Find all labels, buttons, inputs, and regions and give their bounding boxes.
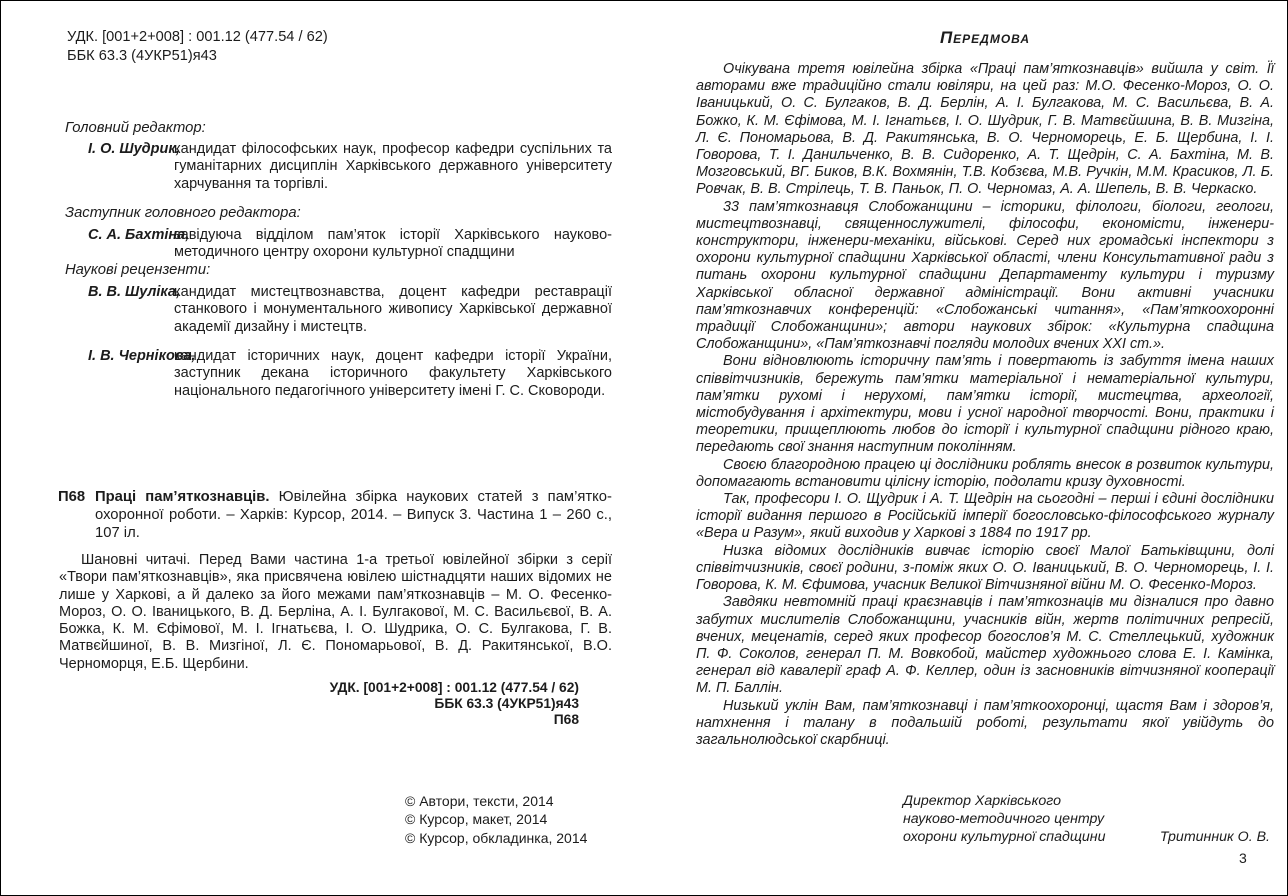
catalog-text [95, 488, 612, 543]
udc-codes-bottom [301, 680, 579, 727]
preface-paragraph: Очікувана третя ювілейна збірка «Праці пам’яткознавців» вийшла у світ. Її авторами вже традиційно стали ювіляри, на цей раз: М.О. Фесенко-Мороз, О. О. Іваницький, О. С. Булгаков, В. Д. Берлін, А. І. Булгакова, М. С. Васильєва, В. А. Божко, К. М. Єфімова, М. І. Ігнатьєв, І. О. Шудрик, Г. В. Матвєйшина, В. В. Мизгіна, Л. Є. Пономарьова, В. Д. Ракитянська, В. О. Черноморець, Е. Б. Щербина, І. І. Говорова, Т. І. Данильченко, В. В. Сидоренко, А. Т. Щедрін, С. А. Бахтіна, М. В. Мозговський, ВГ. Биков, В.К. Вохмянін, Т.В. Кобзєва, М.В. Ручкін, М.М. Красиков, Л. Б. Ровчак, В. В. Стрілець, Т. В. Паньок, П. О. Черномаз, А. А. Шепель, В. В. Черкаско. [696, 61, 1274, 198]
preface-paragraph: Завдяки невтомній праці краєзнавців і пам’яткознаців ми дізналися про давно забутих мислителів Слобожанщини, учасників війн, жертв політичних репресій, вчених, меценатів, серед яких професор богослов’я М. С. Стеллецький, художник П. Ф. Соколов, генерал П. М. Вовкобой, майстер художнього слова Е. І. Камінка, генерал від кавалерії граф А. Ф. Келлер, один із засновників вітчизняної кооперації М. П. Баллін. [696, 594, 1274, 697]
reviewer-entry [88, 284, 612, 336]
catalog-code: П68 [58, 489, 86, 505]
catalog-description: Ювілейна збірка наукових статей з пам’ятко-охоронної роботи. – Харків: Курсор, 2014. – Випуск 3. Частина 1 – 260 с., 107 іл. [95, 489, 612, 542]
preface-paragraph: Низький уклін Вам, пам’яткознавці і пам’яткоохоронці, щастя Вам і здоров’я, натхнення і талану в подальшій роботі, результати якої увійдуть до загальнолюдської скарбниці. [696, 697, 1274, 748]
catalog-entry [58, 488, 612, 543]
udc-line: УДК. [001+2+008] : 001.12 (477.54 / 62) [67, 29, 328, 45]
preface-paragraph: Низка відомих дослідників вивчає історію своєї Малої Батьківщини, долі співвітчизників, своєї родини, з-поміж яких О. О. Іваницький, В. О. Черноморець, І. І. Говорова, К. М. Єфимова, учасник Великої Вітчизняної війни М. О. Фесенко-Мороз. [696, 542, 1274, 594]
preface-paragraph: 33 пам’яткознавця Слобожанщини – історики, філологи, біологи, геологи, мистецтвознавці, священнослужителі, філософи, економісти, інженери-конструктори, інженери-механіки, військові. Серед них громадські інспектори з охорони культурної спадщини Харківської області, члени Консультативної ради з питань охорони культурної спадщини Департаменту культури і туризму Харківської обласної державної адміністрації. Вони активні учасники пам’яткознавчих конференцій: «Слобожанські читання», «Пам’яткоохоронні традиції Слобожанщини»; автори наукових збірок: «Культурна спадщина Слобожанщини», «Пам’яткознавчі погляди молодих вчених ХХІ ст.». [696, 198, 1274, 353]
preface-paragraph: Так, професори І. О. Щудрик і А. Т. Щедрін на сьогодні – перші і єдині дослідники історії видання першого в Російській імперії богословсько-філософського журналу «Вера и Разум», який виходив у Харкові з 1884 по 1917 рр. [696, 491, 1274, 542]
reviewer-name: В. В. Шуліка, [88, 284, 180, 300]
signature-position [903, 792, 1106, 846]
reviewer-description: кандидат історичних наук, доцент кафедри історії України, заступник декана історичного факультету Харківського національного педагогічного університету імені Г. С. Сковороди. [174, 348, 612, 399]
catalog-code-line: П68 [553, 711, 579, 727]
chief-editor-role-label: Головний редактор: [65, 120, 206, 136]
reviewer-description: кандидат мистецтвознавства, доцент кафедри реставрації станкового і монументального живопису Харківської державної академії дизайну і мистецтв. [174, 284, 612, 335]
deputy-editor-name: С. А. Бахтіна, [88, 227, 190, 243]
signature-name: Тритинник О. В. [1159, 829, 1270, 845]
udc-codes-top [67, 28, 328, 66]
page-number: 3 [1239, 850, 1247, 866]
signature-position-line: науково-методичного центру [903, 811, 1105, 827]
deputy-editor-entry [88, 227, 612, 262]
preface-paragraph: Своєю благородною працею ці дослідники роблять внесок в розвиток культури, допомагають встановити цілісну історію, подолати кризу духовності. [696, 456, 1274, 490]
reviewer-entry [88, 348, 612, 400]
signature-position-line: Директор Харківського [903, 793, 1061, 809]
preface-page [696, 1, 1274, 895]
udc-line: УДК. [001+2+008] : 001.12 (477.54 / 62) [329, 680, 579, 695]
deputy-editor-description: завідуюча відділом пам’яток історії Харківського науково-методичного центру охорони культурної спадщини [174, 227, 612, 261]
preface-paragraph: Вони відновлюють історичну пам’ять і повертають із забуття імена наших співвітчизників, бережуть пам’ятки матеріальної і нематеріальної культури, пам’ятки рухомі і нерухомі, пам’ятки історії, мистецтва, археології, містобудування і архітектури, мови і усної народної творчості. Вони, практики і теоретики, прищеплюють любов до історії і культурної спадщини рідного краю, передають свої знання наступним поколінням. [696, 353, 1274, 456]
preface-body [696, 61, 1274, 749]
left-imprint-page [1, 1, 641, 895]
copyright-line: © Курсор, обкладинка, 2014 [405, 829, 588, 846]
copyright-line: © Автори, тексти, 2014 [405, 793, 554, 809]
copyright-line: © Курсор, макет, 2014 [405, 811, 548, 828]
reviewers-role-label: Наукові рецензенти: [65, 262, 211, 278]
signature-position-line: охорони культурної спадщини [903, 829, 1106, 845]
reviewer-name: І. В. Чернікова, [88, 348, 196, 364]
preface-heading: Передмова [939, 28, 1031, 47]
readers-note-paragraph: Шановні читачі. Перед Вами частина 1-а третьої ювілейної збірки з серії «Твори пам’яткознавців», яка присвячена ювілею шістнадцяти наших відомих не лише у Харкові, а й далеко за його межами пам’яткознавців – М. О. Фесенко-Мороз, О. О. Іваницького, В. Д. Берліна, А. І. Булгакової, М. С. Васильєвої, В. А. Божка, К. М. Єфімової, М. І. Ігнатьєва, І. О. Шудрика, О. С. Булгакова, Г. В. Матвєйшиної, В. В. Мизгіної, Л. Є. Пономарьової, В. Д. Ракитянської, В.О. Черноморця, Е.Б. Щербини. [59, 552, 612, 672]
bbk-line: ББК 63.3 (4УКР51)я43 [67, 48, 217, 64]
catalog-title: Праці пам’яткознавців. [95, 489, 270, 505]
bbk-line: ББК 63.3 (4УКР51)я43 [434, 695, 579, 711]
chief-editor-entry [88, 141, 612, 193]
chief-editor-name: І. О. Шудрик, [88, 141, 180, 157]
chief-editor-description: кандидат філософських наук, професор кафедри суспільних та гуманітарних дисциплін Харківського державного університету харчування та торгівлі. [174, 141, 612, 192]
deputy-editor-role-label: Заступник головного редактора: [65, 205, 301, 221]
copyright-block [405, 792, 587, 847]
